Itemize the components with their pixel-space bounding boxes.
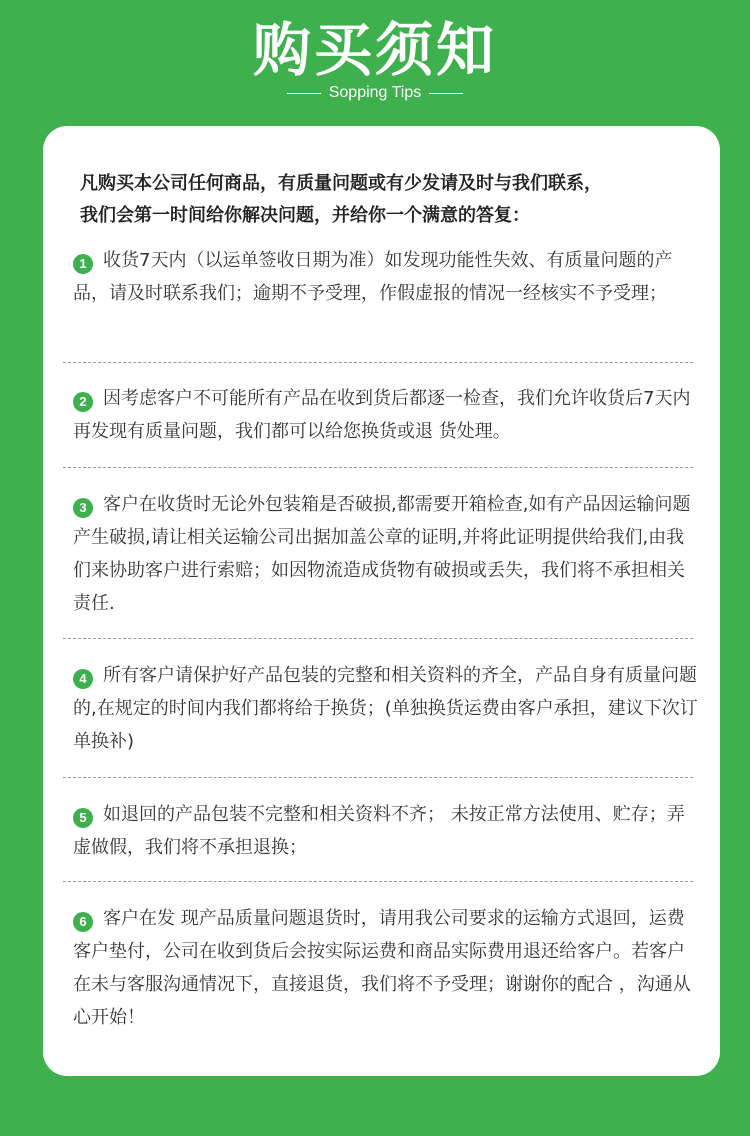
page-title: 购买须知	[252, 16, 497, 84]
notice-item-text: 所有客户请保护好产品包装的完整和相关资料的齐全，产品自身有质量问题的,在规定的时间内我们都将给于换货；(单独换货运费由客户承担，建议下次订单换补)	[73, 665, 698, 752]
notice-item-2	[73, 382, 698, 448]
divider	[63, 777, 693, 778]
notice-item-5	[73, 798, 698, 864]
subtitle-line-left	[287, 93, 321, 94]
notice-item-text: 客户在收货时无论外包装箱是否破损,都需要开箱检查,如有产品因运输问题 产生破损,请让相关运输公司出据加盖公章的证明,并将此证明提供给我们,由我们来协助客户进行索赔；如因物流造成货物有破损或丢失，我们将不承担相关责任.	[73, 494, 691, 614]
notice-item-text: 因考虑客户不可能所有产品在收到货后都逐一检查，我们允许收货后7天内再发现有质量问题，我们都可以给您换货或退 货处理。	[73, 388, 691, 442]
subtitle-text: Sopping Tips	[328, 84, 422, 101]
notice-item-4	[73, 659, 698, 758]
divider	[63, 467, 693, 468]
notice-item-text: 如退回的产品包装不完整和相关资料不齐； 未按正常方法使用、贮存；弄虚做假，我们将不承担退换；	[73, 804, 685, 858]
notice-item-3	[73, 488, 698, 620]
notice-item-1	[73, 244, 698, 310]
number-badge-icon: 4	[73, 669, 93, 689]
divider	[63, 362, 693, 363]
notice-item-text: 客户在发 现产品质量问题退货时，请用我公司要求的运输方式退回，运费客户垫付，公司在收到货后会按实际运费和商品实际费用退还给客户。若客户在未与客服沟通情况下，直接退货，我们将不予受理；谢谢你的配合 ，沟通从心开始！	[73, 908, 691, 1028]
intro-line-1: 凡购买本公司任何商品，有质量问题或有少发请及时与我们联系，	[80, 173, 602, 194]
number-badge-icon: 5	[73, 808, 93, 828]
number-badge-icon: 3	[73, 498, 93, 518]
intro-line-2: 我们会第一时间给你解决问题，并给你一个满意的答复：	[80, 205, 530, 226]
subtitle-line-right	[429, 93, 463, 94]
number-badge-icon: 2	[73, 392, 93, 412]
divider	[63, 638, 693, 639]
intro-text	[80, 168, 700, 232]
number-badge-icon: 1	[73, 254, 93, 274]
notice-item-text: 收货7天内（以运单签收日期为准）如发现功能性失效、有质量问题的产品，请及时联系我们；逾期不予受理，作假虚报的情况一经核实不予受理；	[73, 250, 673, 304]
page-subtitle	[0, 84, 750, 102]
divider	[63, 881, 693, 882]
notice-item-6	[73, 902, 698, 1034]
notice-card	[43, 126, 720, 1076]
number-badge-icon: 6	[73, 912, 93, 932]
